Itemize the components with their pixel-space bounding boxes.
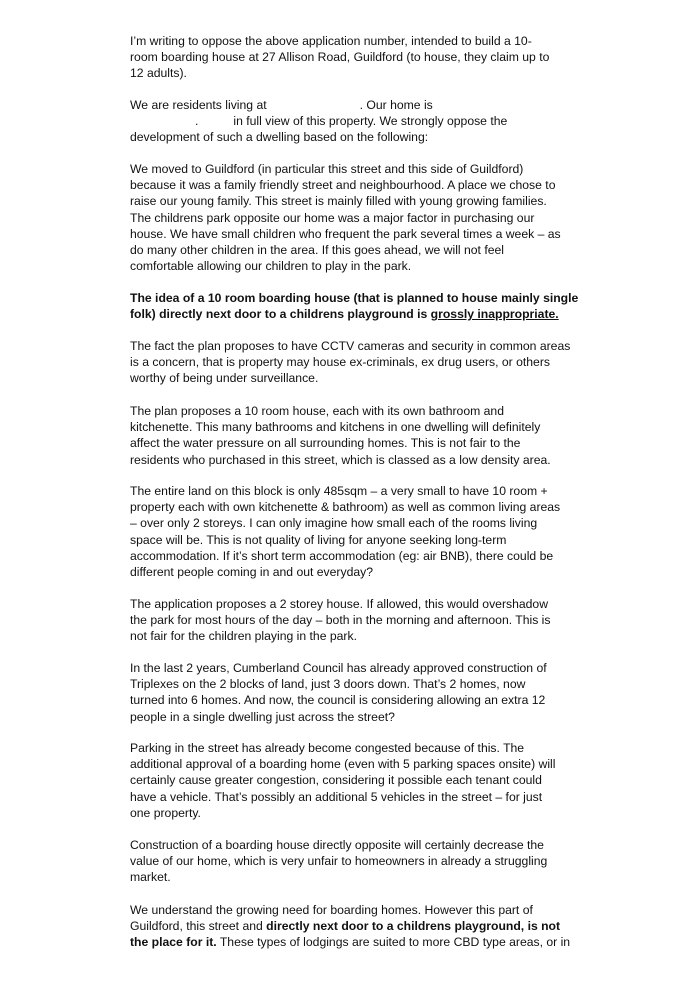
text-line: do many other children in the area. If this goes ahead, we will not feel xyxy=(130,242,504,257)
paragraph-cctv xyxy=(130,338,570,387)
text-segment: Guildford, this street and xyxy=(130,919,267,934)
paragraph-parking xyxy=(130,740,570,821)
text-line: Triplexes on the 2 blocks of land, just 3 doors down. That’s 2 homes, now xyxy=(130,677,526,692)
text-line xyxy=(130,113,570,129)
text-line: We understand the growing need for boarding homes. However this part of xyxy=(130,903,533,917)
text-line: one property. xyxy=(130,805,201,820)
text-line: property each with own kitchenette & bathroom) as well as common living areas xyxy=(130,500,561,515)
text-line: kitchenette. This many bathrooms and kitchens in one dwelling will definitely xyxy=(130,420,541,435)
text-line: raise our young family. This street is mainly filled with young growing families. xyxy=(130,194,547,209)
text-line: The childrens park opposite our home was a major factor in purchasing our xyxy=(130,210,535,225)
text-line: accommodation. If it’s short term accommodation (eg: air BNB), there could be xyxy=(130,548,554,563)
text-line: space will be. This is not quality of living for anyone seeking long-term xyxy=(130,532,507,547)
text-line: because it was a family friendly street and neighbourhood. A place we chose to xyxy=(130,178,556,193)
text-line: development of such a dwelling based on the following: xyxy=(130,130,429,145)
text-line: people in a single dwelling just across the street? xyxy=(130,709,395,724)
text-line: The idea of a 10 room boarding house (that is planned to house mainly single xyxy=(130,291,579,305)
paragraph-residents xyxy=(130,97,570,146)
text-line: I’m writing to oppose the above application number, intended to build a 10- xyxy=(130,34,532,48)
text-line: affect the water pressure on all surrounding homes. This is not fair to the xyxy=(130,436,521,451)
paragraph-conclusion xyxy=(130,902,570,951)
paragraph-bold-statement xyxy=(130,290,579,322)
bold-text: the place for it. xyxy=(130,935,217,950)
text-segment: These types of lodgings are suited to more CBD type areas, or in xyxy=(216,935,571,950)
text-line: certainly cause greater congestion, considering it possible each tenant could xyxy=(130,773,542,788)
text-line: Construction of a boarding house directly opposite will certainly decrease the xyxy=(130,838,544,852)
text-line: different people coming in and out everyday? xyxy=(130,564,374,579)
text-line xyxy=(130,918,570,934)
text-line: not fair for the children playing in the park. xyxy=(130,629,357,644)
bold-text: directly next door to a childrens playground, is not xyxy=(266,919,561,934)
text-line: additional approval of a boarding home (even with 5 parking spaces onsite) will xyxy=(130,757,556,772)
text-line: Parking in the street has already become congested because of this. The xyxy=(130,741,525,755)
text-line: The entire land on this block is only 485sqm – a very small to have 10 room + xyxy=(130,484,548,498)
text-segment: in full view of this property. We strongly oppose the xyxy=(233,114,508,129)
paragraph-land-size xyxy=(130,483,570,580)
text-line: turned into 6 homes. And now, the council is considering allowing an extra 12 xyxy=(130,693,546,708)
text-line: 12 adults). xyxy=(130,66,187,81)
text-line: the park for most hours of the day – both in the morning and afternoon. This is xyxy=(130,613,551,628)
text-line: residents who purchased in this street, which is classed as a low density area. xyxy=(130,452,551,467)
text-segment: . xyxy=(195,114,199,129)
text-line: The application proposes a 2 storey house. If allowed, this would overshadow xyxy=(130,597,549,611)
underlined-text: grossly inappropriate. xyxy=(430,307,559,322)
text-line: value of our home, which is very unfair to homeowners in already a struggling xyxy=(130,854,548,869)
text-line: is a concern, that is property may house ex-criminals, ex drug users, or others xyxy=(130,355,550,370)
text-line xyxy=(130,97,570,113)
text-line: worthy of being under surveillance. xyxy=(130,371,319,386)
text-line xyxy=(130,934,570,950)
paragraph-bathrooms xyxy=(130,403,570,468)
text-line: room boarding house at 27 Allison Road, Guildford (to house, they claim up to xyxy=(130,50,550,65)
text-segment: We are residents living at xyxy=(130,98,267,112)
text-line: We moved to Guildford (in particular this street and this side of Guildford) xyxy=(130,162,524,176)
paragraph-triplexes xyxy=(130,660,570,725)
text-line: have a vehicle. That’s possibly an additional 5 vehicles in the street – for just xyxy=(130,789,543,804)
text-line: comfortable allowing our children to play in the park. xyxy=(130,259,412,274)
text-line: – over only 2 storeys. I can only imagine how small each of the rooms living xyxy=(130,516,538,531)
text-line: In the last 2 years, Cumberland Council has already approved construction of xyxy=(130,661,547,675)
text-segment: . Our home is xyxy=(359,98,433,112)
text-line xyxy=(130,306,570,322)
paragraph-home-value xyxy=(130,837,570,886)
text-line: market. xyxy=(130,870,171,885)
paragraph-family-street xyxy=(130,161,570,274)
text-line: The plan proposes a 10 room house, each with its own bathroom and xyxy=(130,404,504,418)
text-line: house. We have small children who frequent the park several times a week – as xyxy=(130,226,561,241)
text-segment: folk) directly next door to a childrens playground is xyxy=(130,307,431,322)
paragraph-intro xyxy=(130,33,570,82)
paragraph-overshadow xyxy=(130,596,570,645)
text-line: The fact the plan proposes to have CCTV cameras and security in common areas xyxy=(130,339,571,353)
